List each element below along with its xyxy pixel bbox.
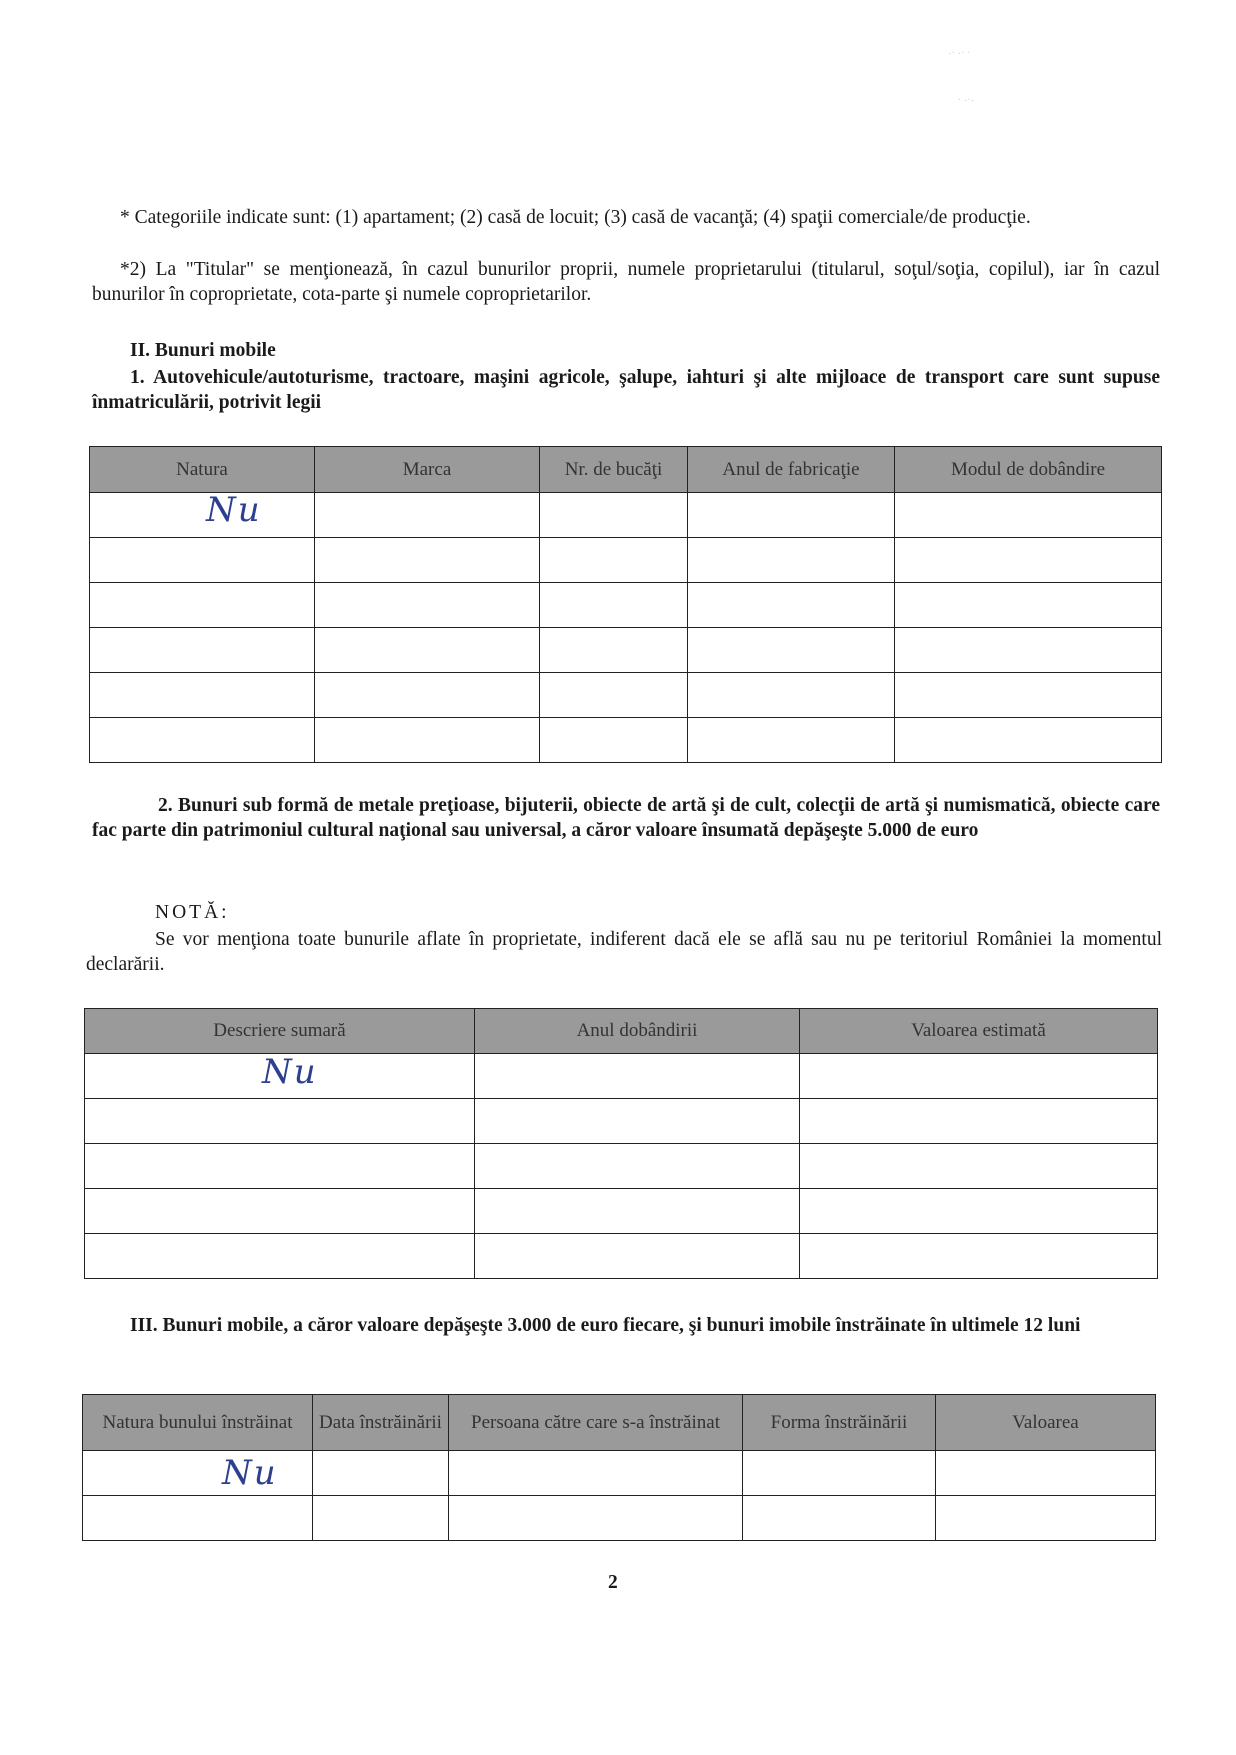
column-header: Anul de fabricaţie (688, 447, 895, 493)
table-row (90, 583, 1162, 628)
table-cell (85, 1099, 475, 1144)
column-header: Forma înstrăinării (743, 1395, 936, 1451)
table-cell (688, 583, 895, 628)
table-cell (315, 673, 540, 718)
column-header: Persoana către care s-a înstrăinat (449, 1395, 743, 1451)
table-cell (800, 1099, 1158, 1144)
table-cell (895, 493, 1162, 538)
table-cell (85, 1234, 475, 1279)
table-cell (475, 1189, 800, 1234)
table-cell (85, 1189, 475, 1234)
nota-text: Se vor menţiona toate bunurile aflate în proprietate, indiferent dacă ele se află sau nu pe teritoriul României la momentul declarării. (86, 929, 1162, 975)
nota-label: NOTĂ: (155, 902, 230, 923)
table-cell (90, 493, 315, 538)
table-cell (315, 628, 540, 673)
table-cell (743, 1496, 936, 1541)
table-cell (540, 718, 688, 763)
table-cell (90, 718, 315, 763)
table-cell (475, 1234, 800, 1279)
table-cell (449, 1451, 743, 1496)
table-cell (936, 1451, 1156, 1496)
table-cell (90, 628, 315, 673)
handwritten-nu-valuables: Nu (262, 1052, 318, 1092)
column-header: Descriere sumară (85, 1009, 475, 1054)
table-cell (895, 628, 1162, 673)
footnote-titular: *2) La "Titular" se menţionează, în cazul bunurilor proprii, numele proprietarului (titularul, soţul/soţia, copilul), iar în cazul bunurilor în coproprietate, cota-parte şi numele coproprietarilor. (92, 259, 1160, 305)
column-header: Marca (315, 447, 540, 493)
section-title-bunuri-mobile: II. Bunuri mobile (130, 340, 276, 361)
table-cell (315, 583, 540, 628)
table-cell (313, 1496, 449, 1541)
table-cell (895, 673, 1162, 718)
table-cell (313, 1451, 449, 1496)
table-cell (90, 538, 315, 583)
table-cell (315, 538, 540, 583)
handwritten-nu-alienated: Nu (222, 1453, 278, 1493)
table-cell (936, 1496, 1156, 1541)
table-cell (800, 1144, 1158, 1189)
table-cell (800, 1189, 1158, 1234)
table-cell (895, 583, 1162, 628)
table-cell (315, 718, 540, 763)
table-row (85, 1054, 1158, 1099)
valuables-table (84, 1008, 1158, 1279)
table-cell (83, 1496, 313, 1541)
table-cell (85, 1144, 475, 1189)
column-header: Valoarea (936, 1395, 1156, 1451)
scan-artifact: ˑ ·ˑ· (958, 95, 975, 107)
table-cell (540, 493, 688, 538)
column-header: Nr. de bucăţi (540, 447, 688, 493)
table-cell (688, 628, 895, 673)
table-cell (449, 1496, 743, 1541)
table-row (83, 1496, 1156, 1541)
table-cell (895, 718, 1162, 763)
table-cell (315, 493, 540, 538)
table-cell (800, 1234, 1158, 1279)
column-header: Valoarea estimată (800, 1009, 1158, 1054)
column-header: Anul dobândirii (475, 1009, 800, 1054)
column-header: Modul de dobândire (895, 447, 1162, 493)
table-cell (688, 538, 895, 583)
table-cell (475, 1144, 800, 1189)
table-cell (800, 1054, 1158, 1099)
table-cell (540, 628, 688, 673)
subsection-title-vehicles: 1. Autovehicule/autoturisme, tractoare, maşini agricole, şalupe, iahturi şi alte mijloace de transport care sunt supuse înmatriculării, potrivit legii (92, 367, 1160, 413)
table-cell (540, 583, 688, 628)
table-row (85, 1189, 1158, 1234)
table-row (90, 538, 1162, 583)
table-row (85, 1099, 1158, 1144)
column-header: Data înstrăinării (313, 1395, 449, 1451)
table-cell (90, 673, 315, 718)
subsection-title-valuables: 2. Bunuri sub formă de metale preţioase, bijuterii, obiecte de artă şi de cult, colecţii de artă şi numismatică, obiecte care fac parte din patrimoniul cultural naţional sau universal, a căror valoare însumată depăşeşte 5.000 de euro (92, 795, 1160, 841)
handwritten-nu-vehicles: Nu (206, 490, 262, 530)
column-header: Natura bunului înstrăinat (83, 1395, 313, 1451)
table-cell (688, 718, 895, 763)
table-cell (475, 1099, 800, 1144)
table-cell (475, 1054, 800, 1099)
table-row (90, 628, 1162, 673)
table-cell (90, 583, 315, 628)
table-row (85, 1234, 1158, 1279)
scan-artifact: ·ˑ ·ˑ ˑ (948, 48, 970, 60)
table-cell (743, 1451, 936, 1496)
table-cell (688, 673, 895, 718)
column-header: Natura (90, 447, 315, 493)
table-row (85, 1144, 1158, 1189)
table-cell (540, 673, 688, 718)
table-row (90, 673, 1162, 718)
table-cell (83, 1451, 313, 1496)
table-cell (688, 493, 895, 538)
table-cell (540, 538, 688, 583)
page-number: 2 (608, 1572, 618, 1593)
table-row (90, 718, 1162, 763)
footnote-categories: * Categoriile indicate sunt: (1) apartament; (2) casă de locuit; (3) casă de vacanţă; (4) spaţii comerciale/de producţie. (120, 207, 1031, 228)
section-title-instrainate: III. Bunuri mobile, a căror valoare depăşeşte 3.000 de euro fiecare, şi bunuri imobile înstrăinate în ultimele 12 luni (130, 1315, 1081, 1336)
table-cell (895, 538, 1162, 583)
